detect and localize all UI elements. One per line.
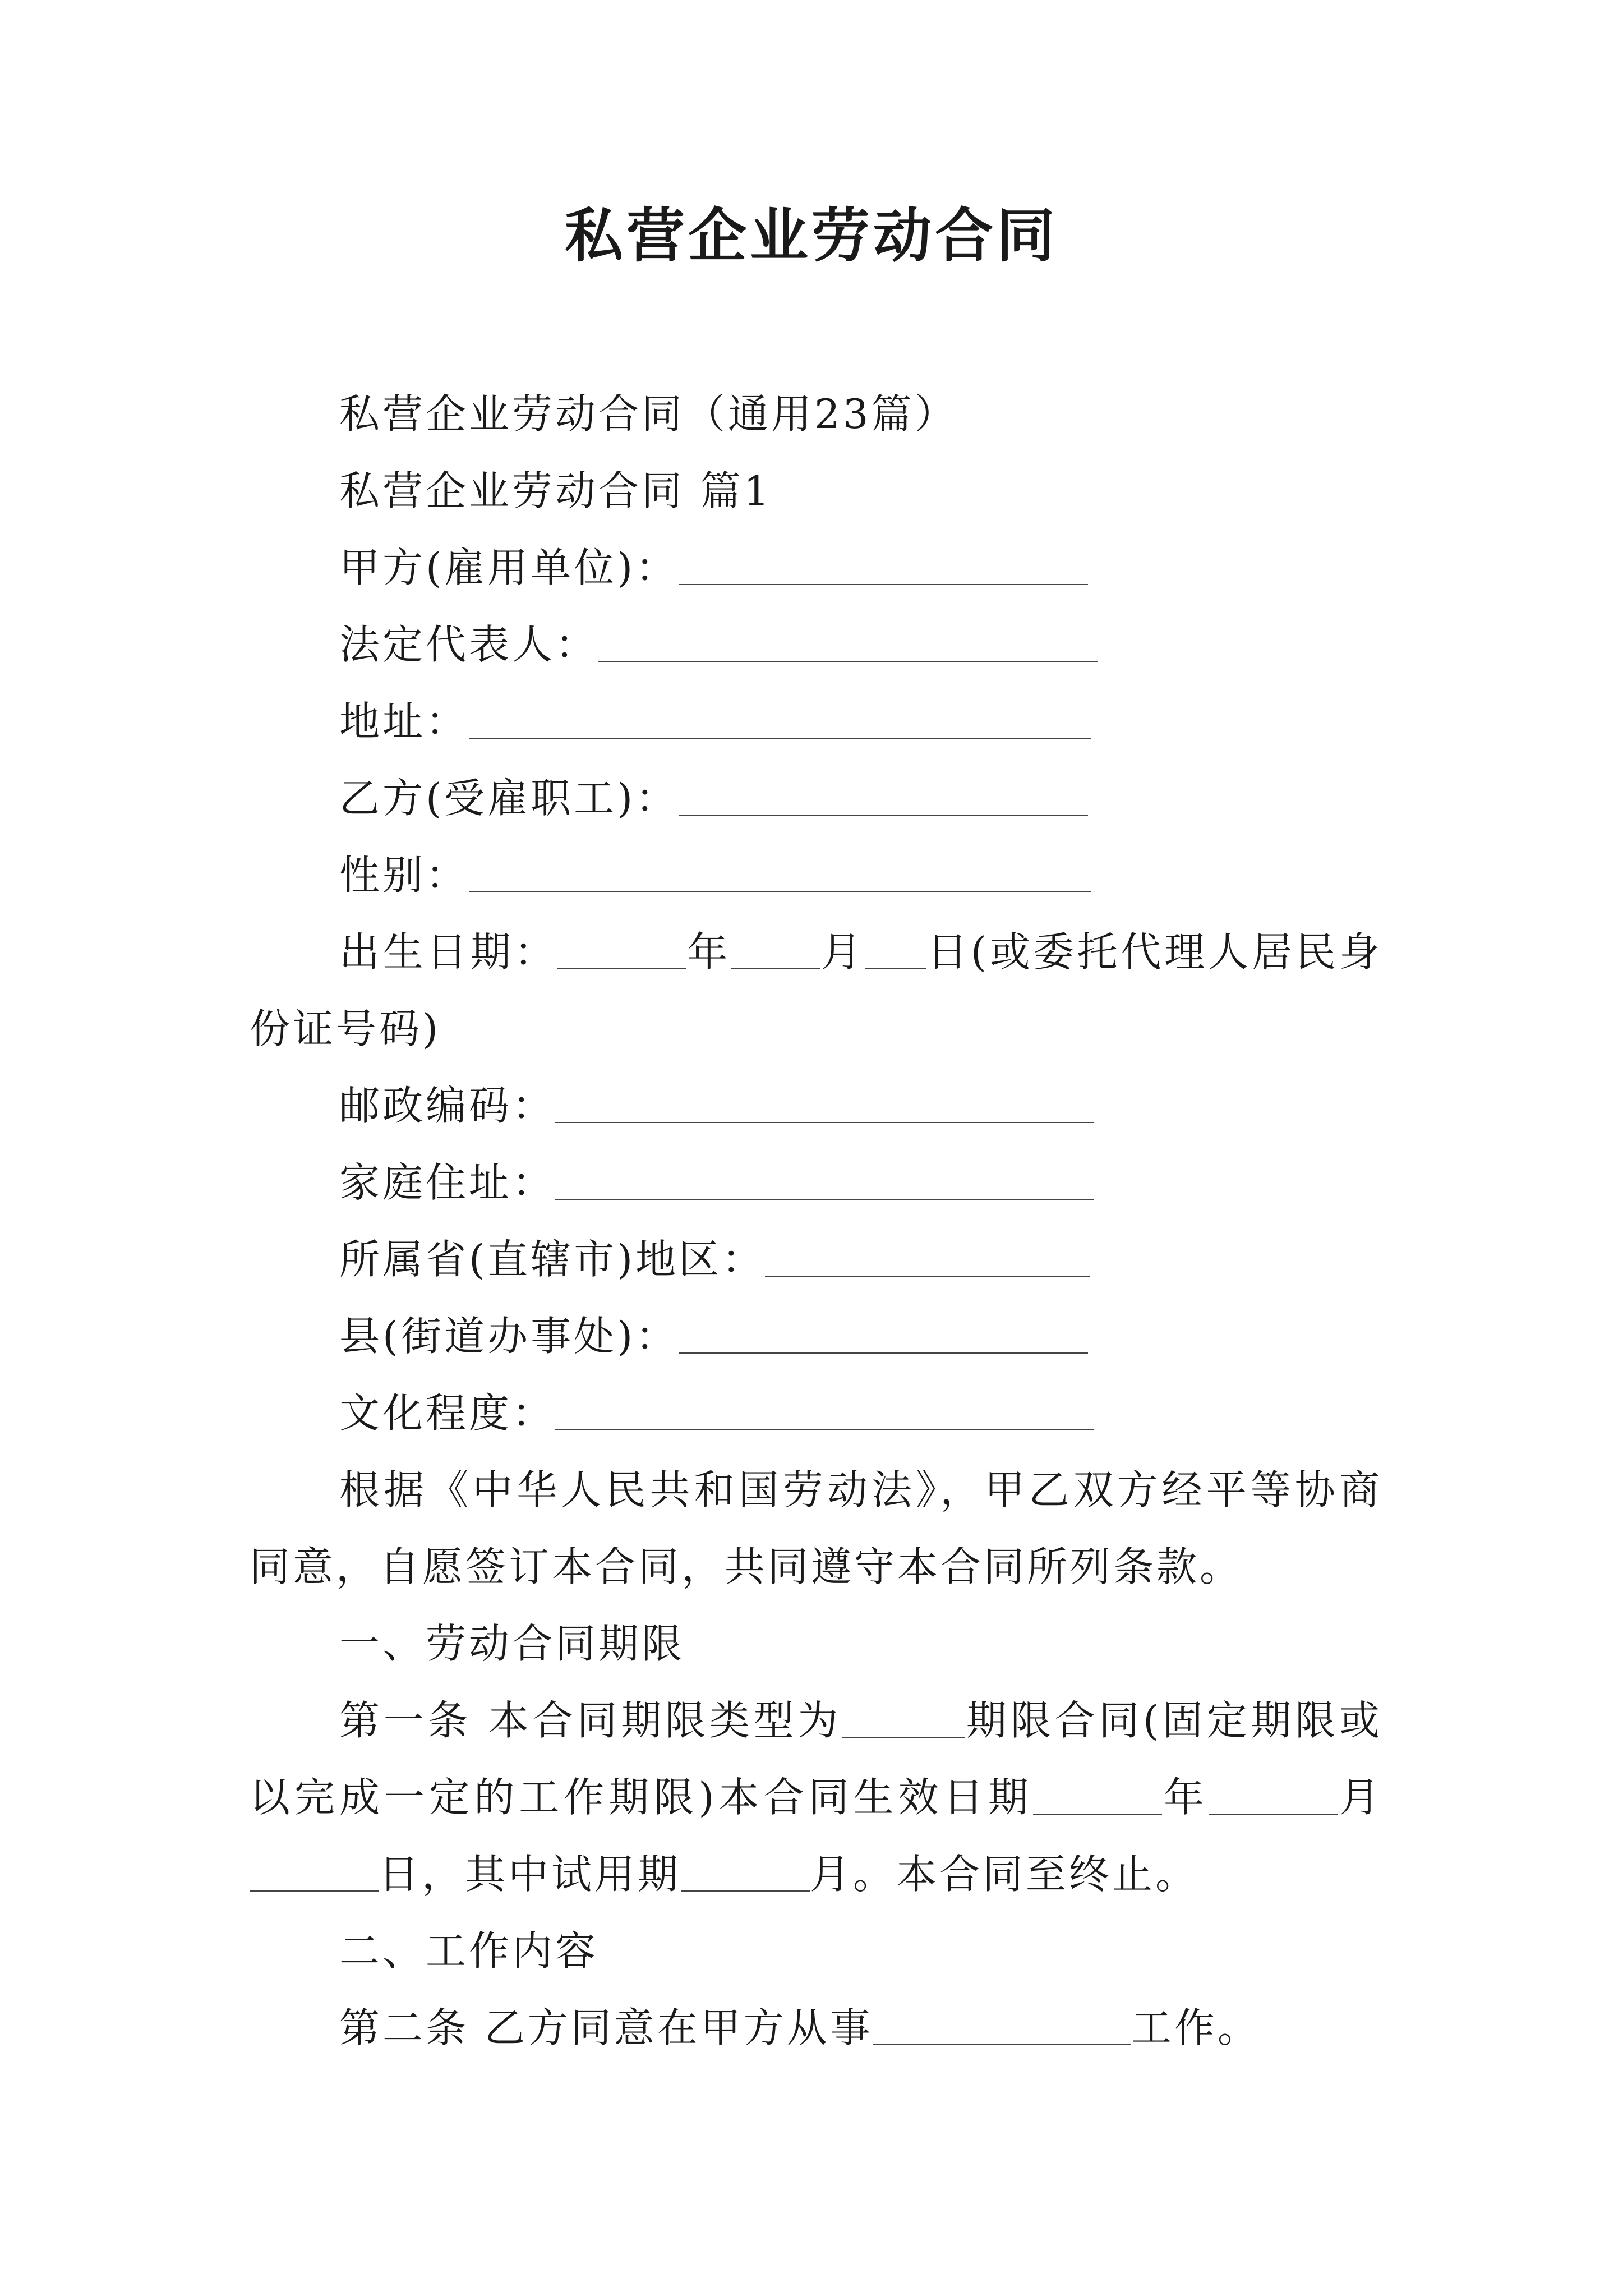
- field-county: [250, 1298, 1382, 1375]
- blank-line[interactable]: [598, 620, 1098, 662]
- field-label: 出生日期：: [339, 928, 558, 976]
- field-province: [250, 1221, 1382, 1298]
- field-label: 性别：: [339, 852, 469, 899]
- field-label: 乙方(受雇职工)：: [339, 775, 679, 822]
- field-address: [250, 683, 1382, 760]
- blank-line[interactable]: [1209, 1773, 1338, 1815]
- field-education: [250, 1375, 1382, 1452]
- blank-line[interactable]: [557, 928, 686, 969]
- blank-line[interactable]: [681, 1850, 810, 1892]
- blank-line[interactable]: [555, 1389, 1094, 1430]
- blank-line[interactable]: [1033, 1773, 1162, 1815]
- blank-line[interactable]: [679, 1312, 1088, 1354]
- field-label: 法定代表人：: [339, 621, 599, 668]
- field-label: 邮政编码：: [339, 1082, 556, 1129]
- section-heading: 私营企业劳动合同 篇1: [339, 467, 772, 514]
- article-text: 第一条 本合同期限类型为: [339, 1697, 842, 1744]
- field-birth-date: [250, 914, 1382, 1068]
- blank-line[interactable]: [679, 544, 1088, 585]
- article-text: 工作。: [1131, 2004, 1261, 2051]
- blank-line[interactable]: [765, 1235, 1090, 1277]
- field-employee: [250, 760, 1382, 837]
- field-label: 地址：: [339, 698, 469, 745]
- day-label: 日(或委托代理人居民身份证号码): [250, 928, 1382, 1052]
- blank-line[interactable]: [555, 1158, 1094, 1200]
- article-text: 年: [1161, 1774, 1209, 1821]
- blank-line[interactable]: [842, 1696, 965, 1738]
- blank-line[interactable]: [469, 851, 1091, 892]
- blank-line[interactable]: [250, 1850, 379, 1892]
- field-label: 家庭住址：: [339, 1159, 556, 1206]
- article-2: [250, 1990, 1382, 2067]
- field-employer: [250, 530, 1382, 606]
- field-gender: [250, 837, 1382, 914]
- article-text: 期限合同(固定期限或以完成一定的工作期限)本合同生效日期: [250, 1697, 1382, 1821]
- article-text: 月。本合同至终止。: [810, 1851, 1199, 1898]
- field-home-address: [250, 1144, 1382, 1221]
- article-text: 第二条 乙方同意在甲方从事: [339, 2004, 873, 2051]
- year-label: 年: [686, 928, 731, 976]
- preamble-paragraph: 根据《中华人民共和国劳动法》，甲乙双方经平等协商同意，自愿签订本合同，共同遵守本合同所列条款。: [250, 1466, 1382, 1590]
- article-1: [250, 1682, 1382, 1913]
- blank-line[interactable]: [469, 697, 1091, 739]
- blank-line[interactable]: [731, 928, 820, 969]
- blank-line[interactable]: [865, 928, 926, 969]
- field-postcode: [250, 1068, 1382, 1144]
- document-body: [250, 376, 1382, 2067]
- field-legal-rep: [250, 606, 1382, 683]
- blank-line[interactable]: [873, 2004, 1131, 2045]
- blank-line[interactable]: [555, 1082, 1094, 1123]
- subtitle: 私营企业劳动合同（通用23篇）: [339, 390, 958, 438]
- field-label: 文化程度：: [339, 1389, 556, 1437]
- field-label: 所属省(直辖市)地区：: [339, 1236, 766, 1283]
- document-title: 私营企业劳动合同: [564, 201, 1058, 270]
- article-text: 月: [1337, 1774, 1382, 1821]
- month-label: 月: [820, 928, 865, 976]
- blank-line[interactable]: [679, 774, 1088, 816]
- field-label: 县(街道办事处)：: [339, 1313, 679, 1360]
- article-text: 日，其中试用期: [379, 1851, 681, 1898]
- field-label: 甲方(雇用单位)：: [339, 544, 679, 591]
- chapter-heading: 一、劳动合同期限: [339, 1620, 685, 1667]
- chapter-heading: 二、工作内容: [339, 1927, 599, 1975]
